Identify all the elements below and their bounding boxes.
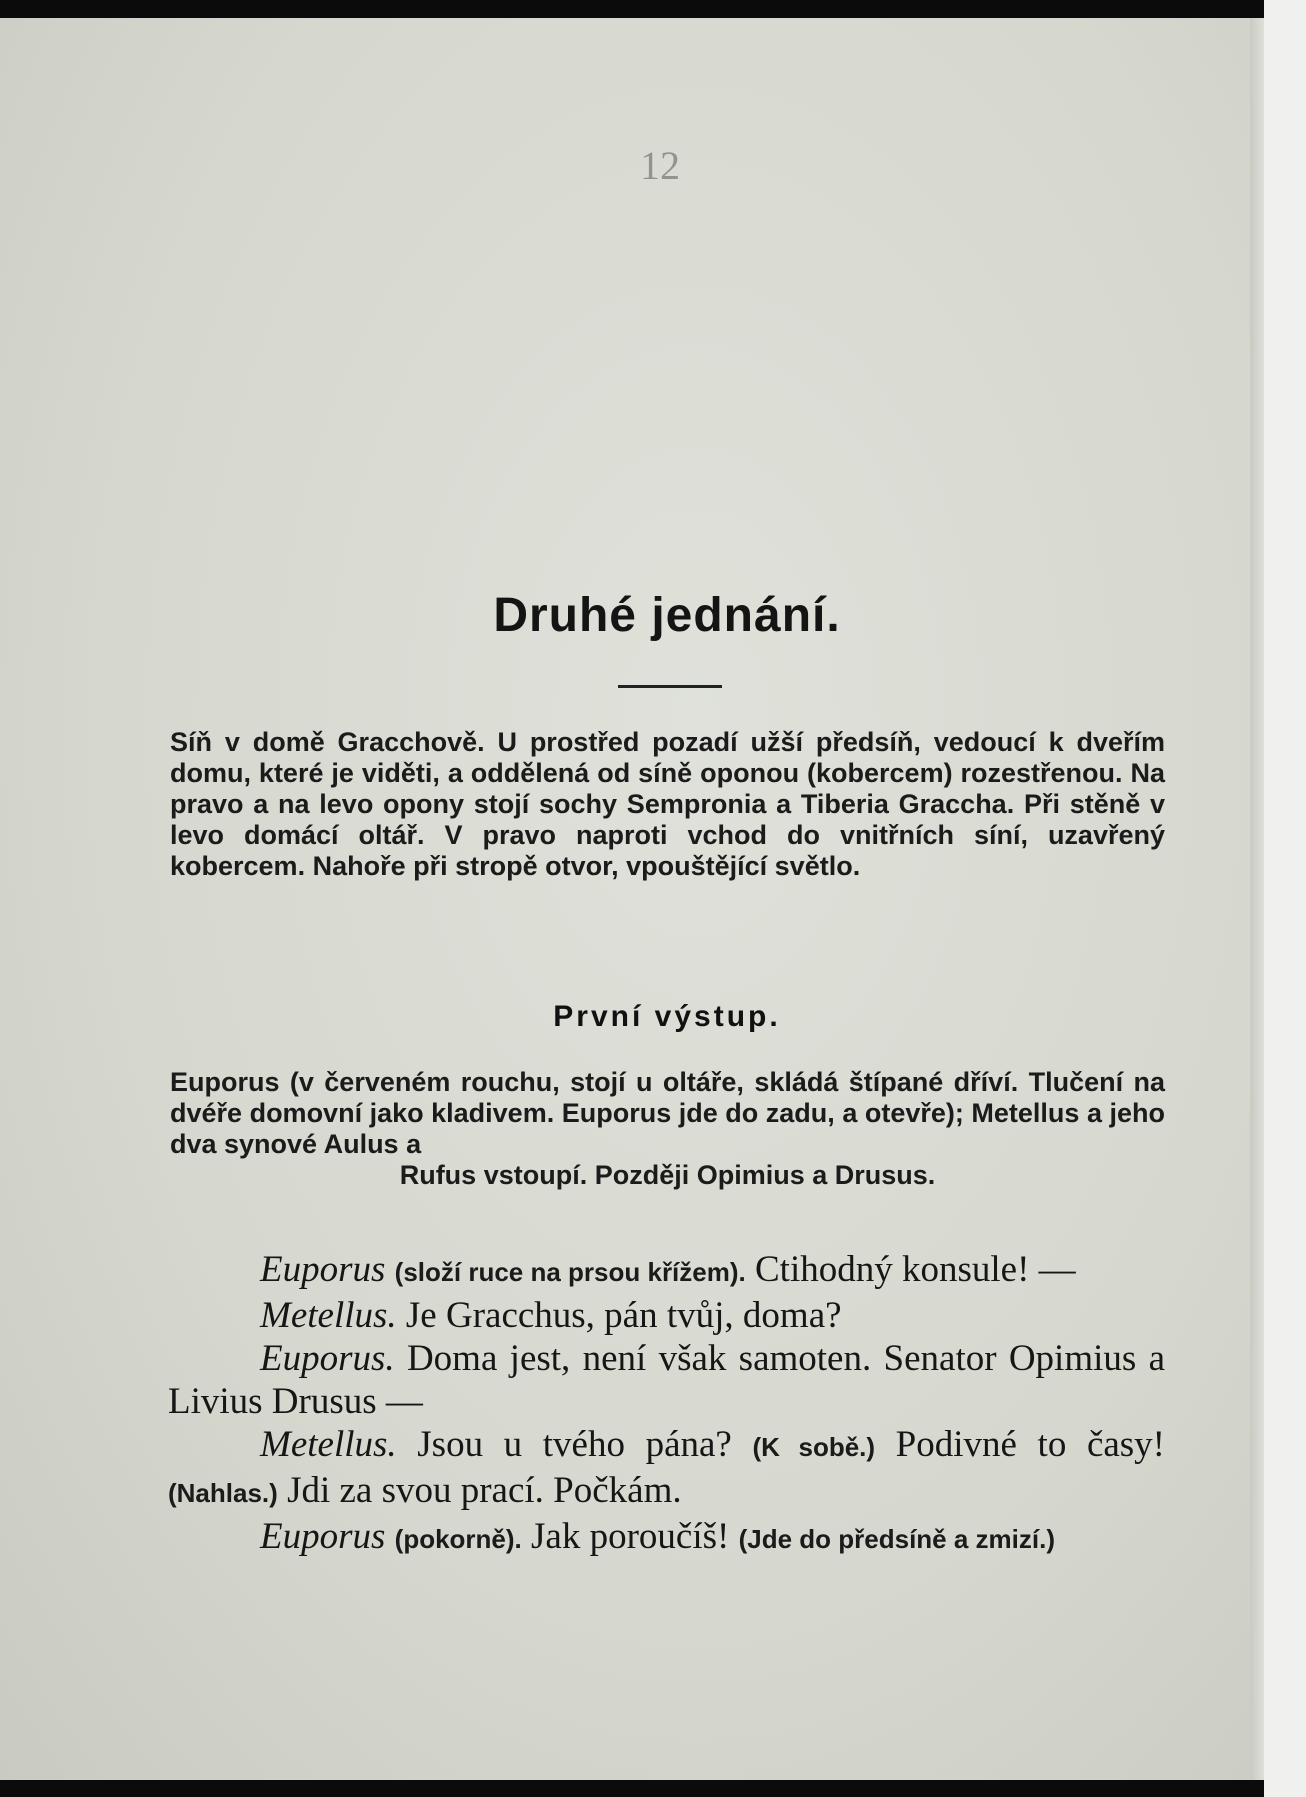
stage-note: (Nahlas.)	[168, 1478, 278, 1508]
title-rule	[618, 685, 722, 688]
speech: Jsou u tvého pána?	[417, 1424, 732, 1465]
speaker: Euporus	[260, 1249, 386, 1290]
speech: Doma jest, není však samoten. Senator Opimius a Livius Drusus —	[168, 1338, 1165, 1422]
scene-intro-text: Euporus (v červeném rouchu, stojí u oltáře, skládá štípané dříví. Tlučení na dvéře domovní jako kladivem. Euporus jde do zadu, a otevře); Metellus a jeho dva synové Aulus a	[170, 1067, 1165, 1159]
stage-note: (K sobě.)	[752, 1432, 876, 1462]
speaker: Metellus.	[260, 1295, 397, 1336]
dialogue-line	[168, 1515, 1165, 1561]
scene-intro-last-line: Rufus vstoupí. Později Opimius a Drusus.	[399, 1160, 936, 1190]
scene-title: První výstup.	[553, 1000, 781, 1033]
speech: Jdi za svou prací. Počkám.	[287, 1470, 682, 1511]
speech: Podivné to časy!	[895, 1424, 1166, 1465]
dialogue-line	[168, 1248, 1165, 1294]
speech: Jak poroučíš!	[531, 1516, 730, 1557]
speech: Ctihodný konsule! —	[755, 1249, 1076, 1290]
dialogue-line	[168, 1423, 1165, 1515]
stage-note: (složí ruce na prsou křížem).	[394, 1257, 746, 1287]
dialogue-line	[168, 1337, 1165, 1423]
speech: Je Gracchus, pán tvůj, doma?	[405, 1295, 842, 1336]
page-number: 12	[640, 143, 680, 188]
dialogue-line	[168, 1294, 1165, 1337]
speaker: Euporus	[260, 1516, 386, 1557]
act-title: Druhé jednání.	[493, 589, 841, 642]
speaker: Euporus.	[260, 1338, 395, 1379]
speaker: Metellus.	[260, 1424, 397, 1465]
scene-intro	[170, 1067, 1165, 1191]
scanner-margin	[1264, 0, 1306, 1797]
dialogue	[168, 1248, 1165, 1561]
stage-direction: Síň v domě Gracchově. U prostřed pozadí užší předsíň, vedoucí k dveřím domu, které je viděti, a oddělená od síně oponou (kobercem) rozestřenou. Na pravo a na levo opony stojí sochy Sempronia a Tiberia Graccha. Při stěně v levo domácí oltář. V pravo naproti vchod do vnitřních síní, uzavřený kobercem. Nahoře při stropě otvor, vpouštějící světlo.	[170, 727, 1165, 881]
stage-note: (pokorně).	[394, 1524, 522, 1554]
stage-note: (Jde do předsíně a zmizí.)	[738, 1524, 1055, 1554]
